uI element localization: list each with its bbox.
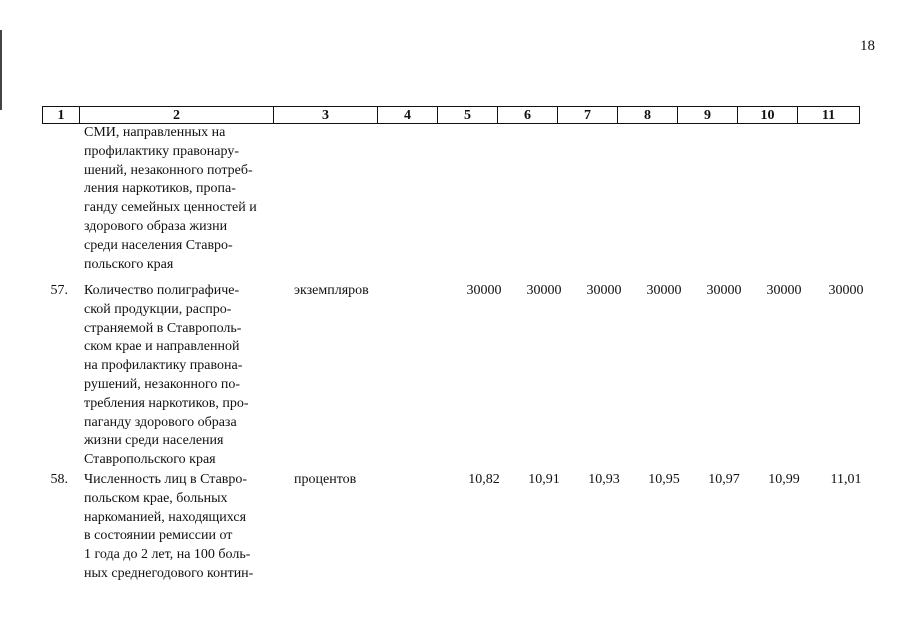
value-cell-col10: 30000 bbox=[766, 283, 802, 298]
column-9-header: 9 bbox=[677, 107, 737, 123]
table-header-row bbox=[42, 106, 860, 124]
column-11-header: 11 bbox=[797, 107, 859, 123]
description-line: Численность лиц в Ставро- bbox=[84, 472, 248, 487]
value-cell-col11: 30000 bbox=[828, 283, 864, 298]
value-cell-col7: 10,93 bbox=[588, 472, 620, 487]
column-4-header: 4 bbox=[377, 107, 437, 123]
column-10-header: 10 bbox=[737, 107, 797, 123]
value-cell-col5: 10,82 bbox=[468, 472, 500, 487]
unit-cell: экземпляров bbox=[294, 283, 369, 298]
description-line: жизни среди населения bbox=[84, 433, 224, 449]
description-line: Количество полиграфиче- bbox=[84, 283, 240, 298]
value-cell-col8: 10,95 bbox=[648, 472, 680, 487]
description-line: польском крае, больных bbox=[84, 490, 228, 506]
description-line: наркоманией, находящихся bbox=[84, 509, 247, 525]
description-line: страняемой в Ставрополь- bbox=[84, 320, 242, 336]
description-line: требления наркотиков, про- bbox=[84, 395, 249, 411]
description-line: ской продукции, распро- bbox=[84, 301, 232, 317]
column-3-header: 3 bbox=[273, 107, 377, 123]
description-line: шений, незаконного потреб- bbox=[84, 162, 253, 178]
description-line: Ставропольского края bbox=[84, 452, 216, 468]
value-cell-col7: 30000 bbox=[586, 283, 622, 298]
description-line: здорового образа жизни bbox=[84, 218, 228, 234]
description-line: рушений, незаконного по- bbox=[84, 376, 241, 392]
row-number: 57. bbox=[50, 283, 68, 298]
value-cell-col9: 10,97 bbox=[708, 472, 740, 487]
value-cell-col10: 10,99 bbox=[768, 472, 800, 487]
scan-edge bbox=[0, 30, 2, 110]
value-cell-col6: 30000 bbox=[526, 283, 562, 298]
description-line: в состоянии ремиссии от bbox=[84, 528, 233, 544]
description-line: ных среднегодового контин- bbox=[84, 565, 254, 581]
column-2-header: 2 bbox=[79, 107, 273, 123]
row-number: 58. bbox=[50, 472, 68, 487]
description-line: на профилактику правона- bbox=[84, 358, 243, 374]
description-line: среди населения Ставро- bbox=[84, 237, 233, 253]
column-8-header: 8 bbox=[617, 107, 677, 123]
column-1-header: 1 bbox=[57, 108, 65, 123]
page-number: 18 bbox=[860, 38, 875, 54]
description-line: ления наркотиков, пропа- bbox=[84, 181, 236, 197]
value-cell-col9: 30000 bbox=[706, 283, 742, 298]
unit-cell: процентов bbox=[294, 472, 357, 487]
value-cell-col11: 11,01 bbox=[830, 472, 862, 487]
description-line: 1 года до 2 лет, на 100 боль- bbox=[84, 547, 251, 563]
description-line: профилактику правонару- bbox=[84, 143, 239, 159]
row-description bbox=[84, 471, 270, 584]
description-line: ганду семейных ценностей и bbox=[84, 200, 257, 216]
column-7-header: 7 bbox=[557, 107, 617, 123]
value-cell-col6: 10,91 bbox=[528, 472, 560, 487]
value-cell-col8: 30000 bbox=[646, 283, 682, 298]
value-cell-col5: 30000 bbox=[466, 283, 502, 298]
continuation-description bbox=[84, 124, 270, 274]
description-line: польского края bbox=[84, 256, 174, 272]
description-line: СМИ, направленных на bbox=[84, 125, 226, 140]
description-line: ском крае и направленной bbox=[84, 339, 240, 355]
column-5-header: 5 bbox=[437, 107, 497, 123]
column-6-header: 6 bbox=[497, 107, 557, 123]
description-line: паганду здорового образа bbox=[84, 414, 237, 430]
row-description bbox=[84, 282, 270, 470]
